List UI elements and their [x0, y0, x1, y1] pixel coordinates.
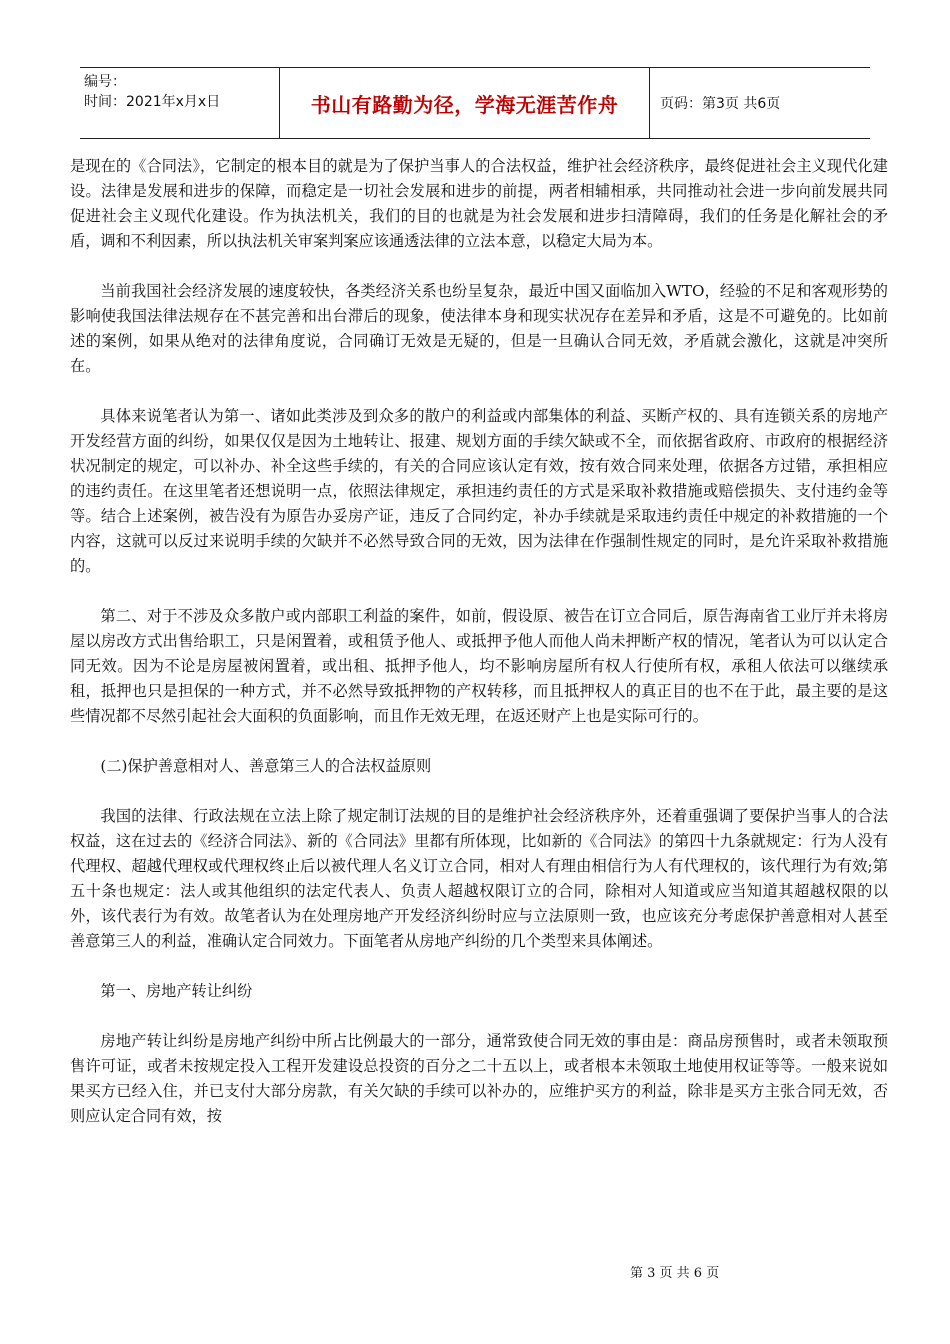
body-paragraph: 第二、对于不涉及众多散户或内部职工利益的案件，如前，假设原、被告在订立合同后，原告海南省工业厅并未将房屋以房改方式出售给职工，只是闲置着，或租赁予他人、或抵押予他人而他人尚未押断产权的情况，笔者认为可以认定合同无效。因为不论是房屋被闲置着，或出租、抵押予他人，均不影响房屋所有权人行使所有权，承租人依法可以继续承租，抵押也只是担保的一种方式，并不必然导致抵押物的产权转移，而且抵押权人的真正目的也不在于此，最主要的是这些情况都不尽然引起社会大面积的负面影响，而且作无效无理，在返还财产上也是实际可行的。: [70, 607, 888, 725]
section-heading: (二)保护善意相对人、善意第三人的合法权益原则: [100, 757, 432, 775]
header-meta-cell: [80, 68, 280, 138]
page-footer: 第 3 页 共 6 页: [630, 1266, 720, 1281]
document-body: [70, 152, 888, 1154]
body-paragraph: 是现在的《合同法》，它制定的根本目的就是为了保护当事人的合法权益，维护社会经济秩序，最终促进社会主义现代化建设。法律是发展和进步的保障，而稳定是一切社会发展和进步的前提，两者相辅相承，共同推动社会进一步向前发展共同促进社会主义现代化建设。作为执法机关，我们的目的也就是为社会发展和进步扫清障碍，我们的任务是化解社会的矛盾，调和不利因素，所以执法机关审案判案应该通透法律的立法本意，以稳定大局为本。: [70, 157, 888, 250]
body-paragraph: 我国的法律、行政法规在立法上除了规定制订法规的目的是维护社会经济秩序外，还着重强调了要保护当事人的合法权益，这在过去的《经济合同法》、新的《合同法》里都有所体现，比如新的《合同法》的第四十九条就规定：行为人没有代理权、超越代理权或代理权终止后以被代理人名义订立合同，相对人有理由相信行为人有代理权的，该代理行为有效;第五十条也规定：法人或其他组织的法定代表人、负责人超越权限订立的合同，除相对人知道或应当知道其超越权限的以外，该代表行为有效。故笔者认为在处理房地产开发经济纠纷时应与立法原则一致，也应该充分考虑保护善意相对人甚至善意第三人的利益，准确认定合同效力。下面笔者从房地产纠纷的几个类型来具体阐述。: [70, 807, 888, 950]
header-motto: 书山有路勤为径，学海无涯苦作舟: [280, 68, 650, 138]
page-header: [80, 67, 870, 139]
header-page-info: 页码：第3页 共6页: [660, 96, 781, 112]
body-paragraph: 房地产转让纠纷是房地产纠纷中所占比例最大的一部分，通常致使合同无效的事由是：商品房预售时，或者未领取预售许可证，或者未按规定投入工程开发建设总投资的百分之二十五以上，或者根本未领取土地使用权证等等。一般来说如果买方已经入住，并已支付大部分房款，有关欠缺的手续可以补办的，应维护买方的利益，除非是买方主张合同无效，否则应认定合同有效，按: [70, 1032, 888, 1125]
document-time-label: 时间：2021年x月x日: [84, 94, 221, 110]
body-paragraph: 具体来说笔者认为第一、诸如此类涉及到众多的散户的利益或内部集体的利益、买断产权的、具有连锁关系的房地产开发经营方面的纠纷，如果仅仅是因为土地转让、报建、规划方面的手续欠缺或不全，而依据省政府、市政府的根据经济状况制定的规定，可以补办、补全这些手续的，有关的合同应该认定有效，按有效合同来处理，依据各方过错，承担相应的违约责任。在这里笔者还想说明一点，依照法律规定，承担违约责任的方式是采取补救措施或赔偿损失、支付违约金等等。结合上述案例，被告没有为原告办妥房产证，违反了合同约定，补办手续就是采取违约责任中规定的补救措施的一个内容，这就可以反过来说明手续的欠缺并不必然导致合同的无效，因为法律在作强制性规定的同时，是允许采取补救措施的。: [70, 407, 888, 575]
document-number-label: 编号：: [84, 74, 126, 90]
body-paragraph: 当前我国社会经济发展的速度较快，各类经济关系也纷呈复杂，最近中国又面临加入WTO，经验的不足和客观形势的影响使我国法律法规存在不甚完善和出台滞后的现象，使法律本身和现实状况存在差异和矛盾，这是不可避免的。比如前述的案例，如果从绝对的法律角度说，合同确订无效是无疑的，但是一旦确认合同无效，矛盾就会激化，这就是冲突所在。: [70, 282, 888, 375]
subsection-heading: 第一、房地产转让纠纷: [100, 982, 253, 1000]
